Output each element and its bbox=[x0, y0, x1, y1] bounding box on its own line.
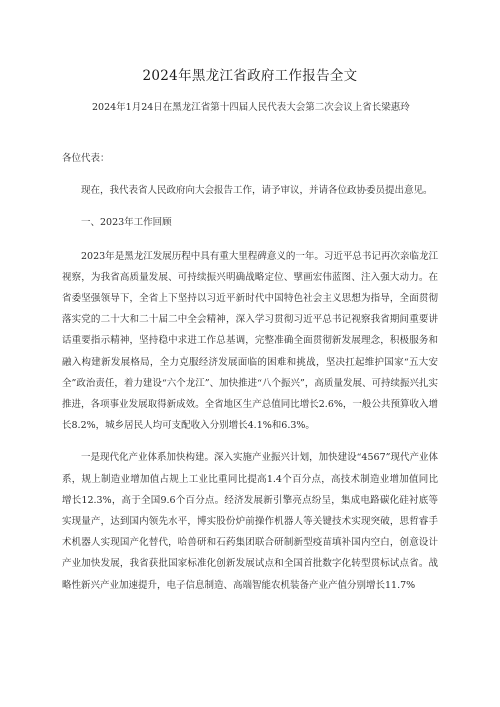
section-heading: 一、2023年工作回顾 bbox=[81, 217, 172, 229]
salutation: 各位代表： bbox=[62, 153, 110, 164]
document-body bbox=[62, 148, 438, 607]
paragraph-industry-system: 一是现代化产业体系加快构建。深入实施产业振兴计划，加快建设“4567”现代产业体系，规上制造业增加值占规上工业比重同比提高1.4个百分点，高技术制造业增加值同比增长12.3%，高于全国9.6个百分点。经济发展新引擎亮点纷呈，集成电路碳化硅衬底等实现量产，达到国内领先水平，博实股份炉前操作机器人等关键技术实现突破，思哲睿手术机器人实现国产化替代，哈兽研和石药集团联合研制新型疫苗填补国内空白，创意设计产业加快发展，我省获批国家标准化创新发展试点和全国首批数字化转型贯标试点省。战略性新兴产业加速提升，电子信息制造、高端智能农机装备产业产值分别增长11.7% bbox=[62, 452, 438, 591]
document-subtitle: 2024年1月24日在黑龙江省第十四届人民代表大会第二次会议上省长梁惠玲 bbox=[92, 102, 410, 113]
paragraph-review-summary: 2023年是黑龙江发展历程中具有重大里程碑意义的一年。习近平总书记再次亲临龙江视察，为我省高质量发展、可持续振兴明确战略定位、擘画宏伟蓝图、注入强大动力。在省委坚强领导下，全省上下坚持以习近平新时代中国特色社会主义思想为指导，全面贯彻落实党的二十大和二十届二中全会精神，深入学习贯彻习近平总书记视察我省期间重要讲话重要指示精神，坚持稳中求进工作总基调，完整准确全面贯彻新发展理念，积极服务和融入构建新发展格局，全力克服经济发展面临的困难和挑战，坚决扛起维护国家“五大安全”政治责任，着力建设“六个龙江”、加快推进“八个振兴”，高质量发展、可持续振兴扎实推进，各项事业发展取得新成效。全省地区生产总值同比增长2.6%，一般公共预算收入增长8.2%，城乡居民人均可支配收入分别增长4.1%和6.3%。 bbox=[62, 250, 438, 432]
document-title: 2024年黑龙江省政府工作报告全文 bbox=[142, 68, 358, 84]
intro-paragraph: 现在，我代表省人民政府向大会报告工作，请予审议，并请各位政协委员提出意见。 bbox=[81, 185, 433, 197]
